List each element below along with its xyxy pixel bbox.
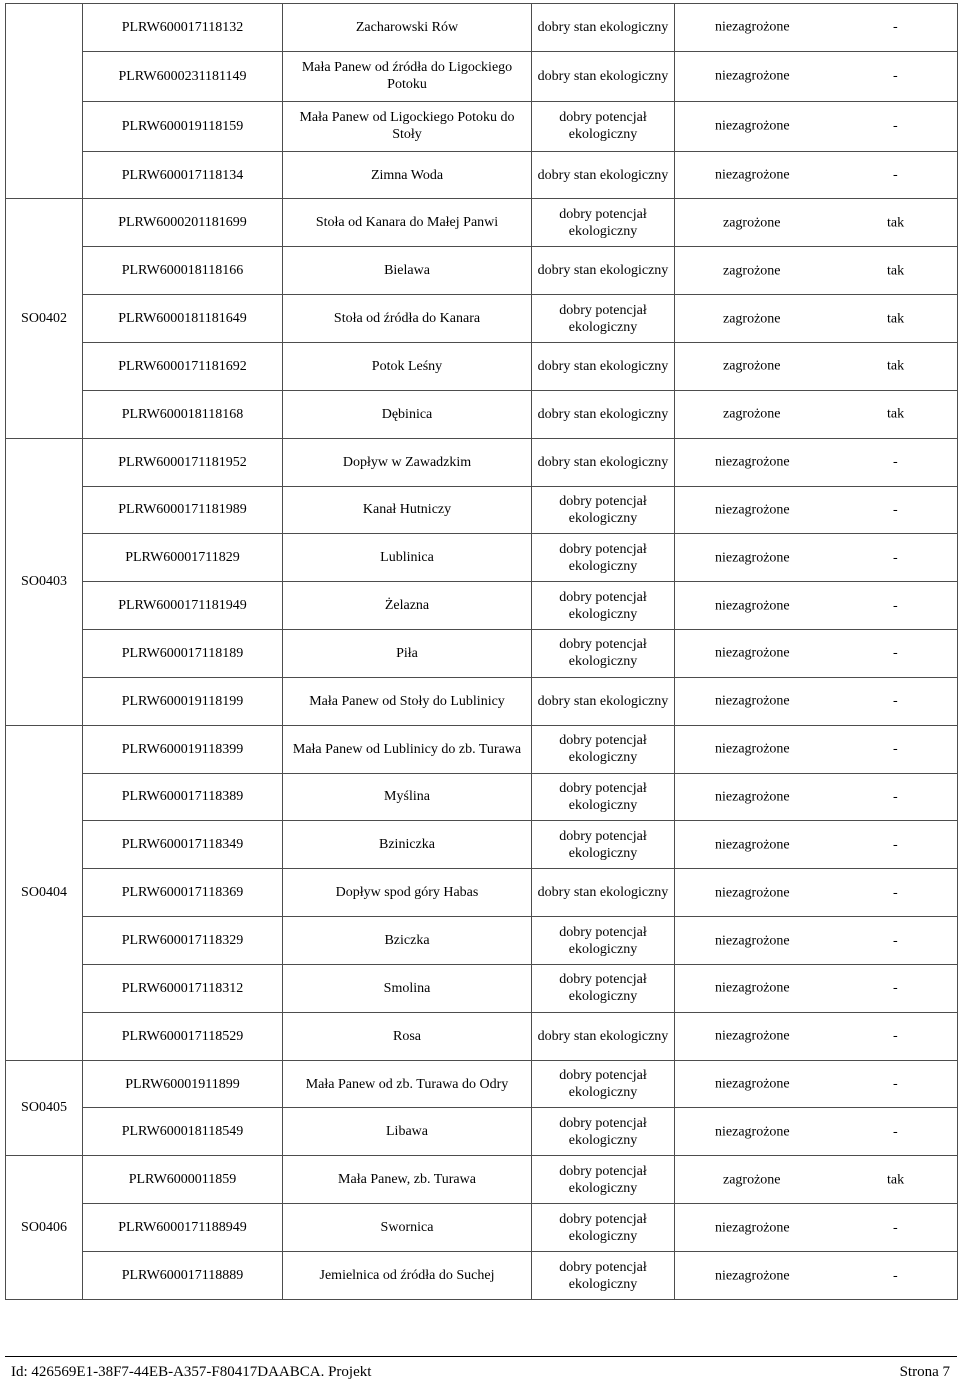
risk-cell [675, 1108, 958, 1156]
group-cell: SO0406 [6, 1156, 83, 1300]
risk-cell [675, 1252, 958, 1300]
status-cell: dobry potencjał ekologiczny [532, 534, 675, 582]
risk-label: niezagrożone [715, 68, 790, 84]
table-row [6, 247, 958, 295]
name-cell: Potok Leśny [283, 342, 532, 390]
code-cell: PLRW600017118134 [83, 151, 283, 199]
table-row [6, 582, 958, 630]
risk-label: niezagrożone [715, 1076, 790, 1092]
table-row [6, 821, 958, 869]
risk-label: niezagrożone [715, 789, 790, 805]
risk-cell [675, 582, 958, 630]
table-row [6, 1204, 958, 1252]
risk-cell [675, 295, 958, 343]
risk-label: niezagrożone [715, 454, 790, 470]
name-cell: Rosa [283, 1012, 532, 1060]
flag-label: tak [887, 215, 905, 231]
code-cell: PLRW600017118389 [83, 773, 283, 821]
flag-label: - [893, 550, 898, 566]
risk-cell [675, 534, 958, 582]
code-cell: PLRW6000201181699 [83, 199, 283, 247]
status-cell: dobry potencjał ekologiczny [532, 1252, 675, 1300]
name-cell: Swornica [283, 1204, 532, 1252]
flag-label: - [893, 885, 898, 901]
status-cell: dobry potencjał ekologiczny [532, 1108, 675, 1156]
table-row [6, 51, 958, 101]
risk-label: niezagrożone [715, 19, 790, 35]
risk-cell [675, 821, 958, 869]
code-cell: PLRW600017118369 [83, 869, 283, 917]
code-cell: PLRW6000171181989 [83, 486, 283, 534]
code-cell: PLRW60001711829 [83, 534, 283, 582]
code-cell: PLRW60001911899 [83, 1060, 283, 1108]
flag-label: - [893, 454, 898, 470]
name-cell: Zimna Woda [283, 151, 532, 199]
risk-label: zagrożone [723, 263, 781, 279]
table-row [6, 390, 958, 438]
flag-label: tak [887, 1172, 905, 1188]
flag-label: tak [887, 406, 905, 422]
risk-label: niezagrożone [715, 980, 790, 996]
code-cell: PLRW600017118132 [83, 4, 283, 52]
flag-label: - [893, 167, 898, 183]
status-cell: dobry potencjał ekologiczny [532, 630, 675, 678]
flag-label: - [893, 741, 898, 757]
group-cell: SO0403 [6, 438, 83, 725]
status-cell: dobry potencjał ekologiczny [532, 101, 675, 151]
name-cell: Zacharowski Rów [283, 4, 532, 52]
table-row [6, 869, 958, 917]
table-row [6, 486, 958, 534]
code-cell: PLRW600017118889 [83, 1252, 283, 1300]
name-cell: Bielawa [283, 247, 532, 295]
name-cell: Dopływ spod góry Habas [283, 869, 532, 917]
code-cell: PLRW600018118549 [83, 1108, 283, 1156]
risk-cell [675, 486, 958, 534]
code-cell: PLRW6000011859 [83, 1156, 283, 1204]
status-cell: dobry potencjał ekologiczny [532, 725, 675, 773]
code-cell: PLRW600018118168 [83, 390, 283, 438]
name-cell: Mała Panew od Ligockiego Potoku do Stoły [283, 101, 532, 151]
name-cell: Mała Panew, zb. Turawa [283, 1156, 532, 1204]
table-row [6, 1156, 958, 1204]
risk-cell [675, 51, 958, 101]
risk-label: niezagrożone [715, 693, 790, 709]
risk-label: niezagrożone [715, 1124, 790, 1140]
group-cell: SO0405 [6, 1060, 83, 1156]
risk-label: zagrożone [723, 215, 781, 231]
status-cell: dobry stan ekologiczny [532, 4, 675, 52]
risk-cell [675, 964, 958, 1012]
risk-cell [675, 342, 958, 390]
flag-label: - [893, 502, 898, 518]
table-row [6, 1060, 958, 1108]
risk-label: niezagrożone [715, 1220, 790, 1236]
status-cell: dobry stan ekologiczny [532, 1012, 675, 1060]
status-cell: dobry stan ekologiczny [532, 151, 675, 199]
status-cell: dobry stan ekologiczny [532, 342, 675, 390]
name-cell: Libawa [283, 1108, 532, 1156]
code-cell: PLRW600017118312 [83, 964, 283, 1012]
footer-page-number: Strona 7 [899, 1364, 950, 1380]
risk-label: zagrożone [723, 406, 781, 422]
flag-label: - [893, 980, 898, 996]
name-cell: Lublinica [283, 534, 532, 582]
name-cell: Dopływ w Zawadzkim [283, 438, 532, 486]
risk-label: niezagrożone [715, 550, 790, 566]
risk-label: niezagrożone [715, 933, 790, 949]
risk-cell [675, 630, 958, 678]
flag-label: tak [887, 358, 905, 374]
status-cell: dobry stan ekologiczny [532, 247, 675, 295]
flag-label: tak [887, 263, 905, 279]
risk-cell [675, 1060, 958, 1108]
name-cell: Bziniczka [283, 821, 532, 869]
risk-cell [675, 1012, 958, 1060]
table-row [6, 151, 958, 199]
name-cell: Jemielnica od źródła do Suchej [283, 1252, 532, 1300]
code-cell: PLRW600017118189 [83, 630, 283, 678]
code-cell: PLRW600018118166 [83, 247, 283, 295]
risk-cell [675, 677, 958, 725]
code-cell: PLRW600019118159 [83, 101, 283, 151]
table-row [6, 630, 958, 678]
water-bodies-table [5, 3, 958, 1300]
group-cell [6, 4, 83, 199]
risk-label: zagrożone [723, 1172, 781, 1188]
table-row [6, 295, 958, 343]
risk-label: niezagrożone [715, 645, 790, 661]
table-row [6, 773, 958, 821]
risk-cell [675, 438, 958, 486]
flag-label: - [893, 1028, 898, 1044]
risk-label: niezagrożone [715, 167, 790, 183]
code-cell: PLRW6000171181952 [83, 438, 283, 486]
status-cell: dobry stan ekologiczny [532, 438, 675, 486]
flag-label: tak [887, 311, 905, 327]
status-cell: dobry stan ekologiczny [532, 51, 675, 101]
name-cell: Piła [283, 630, 532, 678]
table-row [6, 1012, 958, 1060]
risk-cell [675, 247, 958, 295]
code-cell: PLRW6000171181692 [83, 342, 283, 390]
footer-document-id: Id: 426569E1-38F7-44EB-A357-F80417DAABCA. Projekt [11, 1364, 372, 1380]
risk-label: niezagrożone [715, 837, 790, 853]
name-cell: Mała Panew od zb. Turawa do Odry [283, 1060, 532, 1108]
flag-label: - [893, 837, 898, 853]
footer-divider [5, 1356, 957, 1357]
name-cell: Stoła od źródła do Kanara [283, 295, 532, 343]
flag-label: - [893, 789, 898, 805]
status-cell: dobry stan ekologiczny [532, 677, 675, 725]
flag-label: - [893, 1124, 898, 1140]
risk-label: zagrożone [723, 358, 781, 374]
code-cell: PLRW600017118529 [83, 1012, 283, 1060]
flag-label: - [893, 68, 898, 84]
risk-cell [675, 1204, 958, 1252]
flag-label: - [893, 933, 898, 949]
risk-label: niezagrożone [715, 598, 790, 614]
code-cell: PLRW600017118349 [83, 821, 283, 869]
code-cell: PLRW600017118329 [83, 917, 283, 965]
risk-label: niezagrożone [715, 741, 790, 757]
status-cell: dobry potencjał ekologiczny [532, 295, 675, 343]
code-cell: PLRW6000181181649 [83, 295, 283, 343]
risk-label: niezagrożone [715, 885, 790, 901]
table-row [6, 4, 958, 52]
table-row [6, 199, 958, 247]
risk-cell [675, 390, 958, 438]
name-cell: Mała Panew od Lublinicy do zb. Turawa [283, 725, 532, 773]
name-cell: Myślina [283, 773, 532, 821]
group-cell: SO0402 [6, 199, 83, 438]
status-cell: dobry potencjał ekologiczny [532, 821, 675, 869]
name-cell: Stoła od Kanara do Małej Panwi [283, 199, 532, 247]
flag-label: - [893, 1220, 898, 1236]
status-cell: dobry potencjał ekologiczny [532, 1060, 675, 1108]
table-row [6, 342, 958, 390]
risk-label: niezagrożone [715, 1268, 790, 1283]
risk-cell [675, 1156, 958, 1204]
status-cell: dobry stan ekologiczny [532, 390, 675, 438]
code-cell: PLRW6000171188949 [83, 1204, 283, 1252]
table-row [6, 725, 958, 773]
name-cell: Mała Panew od Stoły do Lublinicy [283, 677, 532, 725]
status-cell: dobry potencjał ekologiczny [532, 917, 675, 965]
status-cell: dobry potencjał ekologiczny [532, 964, 675, 1012]
status-cell: dobry potencjał ekologiczny [532, 199, 675, 247]
name-cell: Smolina [283, 964, 532, 1012]
group-cell: SO0404 [6, 725, 83, 1060]
table-body [6, 4, 958, 1300]
risk-cell [675, 151, 958, 199]
name-cell: Dębinica [283, 390, 532, 438]
risk-cell [675, 4, 958, 52]
status-cell: dobry potencjał ekologiczny [532, 1204, 675, 1252]
code-cell: PLRW600019118199 [83, 677, 283, 725]
risk-cell [675, 101, 958, 151]
name-cell: Kanał Hutniczy [283, 486, 532, 534]
table-row [6, 101, 958, 151]
status-cell: dobry potencjał ekologiczny [532, 582, 675, 630]
status-cell: dobry potencjał ekologiczny [532, 1156, 675, 1204]
status-cell: dobry stan ekologiczny [532, 869, 675, 917]
table-row [6, 964, 958, 1012]
flag-label: - [893, 645, 898, 661]
flag-label: - [893, 1268, 898, 1283]
table-row [6, 677, 958, 725]
table-row [6, 917, 958, 965]
risk-cell [675, 199, 958, 247]
flag-label: - [893, 693, 898, 709]
code-cell: PLRW600019118399 [83, 725, 283, 773]
table-row [6, 534, 958, 582]
risk-cell [675, 917, 958, 965]
flag-label: - [893, 598, 898, 614]
status-cell: dobry potencjał ekologiczny [532, 486, 675, 534]
flag-label: - [893, 118, 898, 134]
name-cell: Mała Panew od źródła do Ligockiego Potoku [283, 51, 532, 101]
risk-label: niezagrożone [715, 1028, 790, 1044]
flag-label: - [893, 19, 898, 35]
table-row [6, 438, 958, 486]
name-cell: Żelazna [283, 582, 532, 630]
risk-cell [675, 869, 958, 917]
code-cell: PLRW6000171181949 [83, 582, 283, 630]
risk-label: zagrożone [723, 311, 781, 327]
name-cell: Bziczka [283, 917, 532, 965]
status-cell: dobry potencjał ekologiczny [532, 773, 675, 821]
risk-cell [675, 725, 958, 773]
risk-cell [675, 773, 958, 821]
flag-label: - [893, 1076, 898, 1092]
table-row [6, 1252, 958, 1300]
risk-label: niezagrożone [715, 118, 790, 134]
risk-label: niezagrożone [715, 502, 790, 518]
code-cell: PLRW6000231181149 [83, 51, 283, 101]
table-row [6, 1108, 958, 1156]
